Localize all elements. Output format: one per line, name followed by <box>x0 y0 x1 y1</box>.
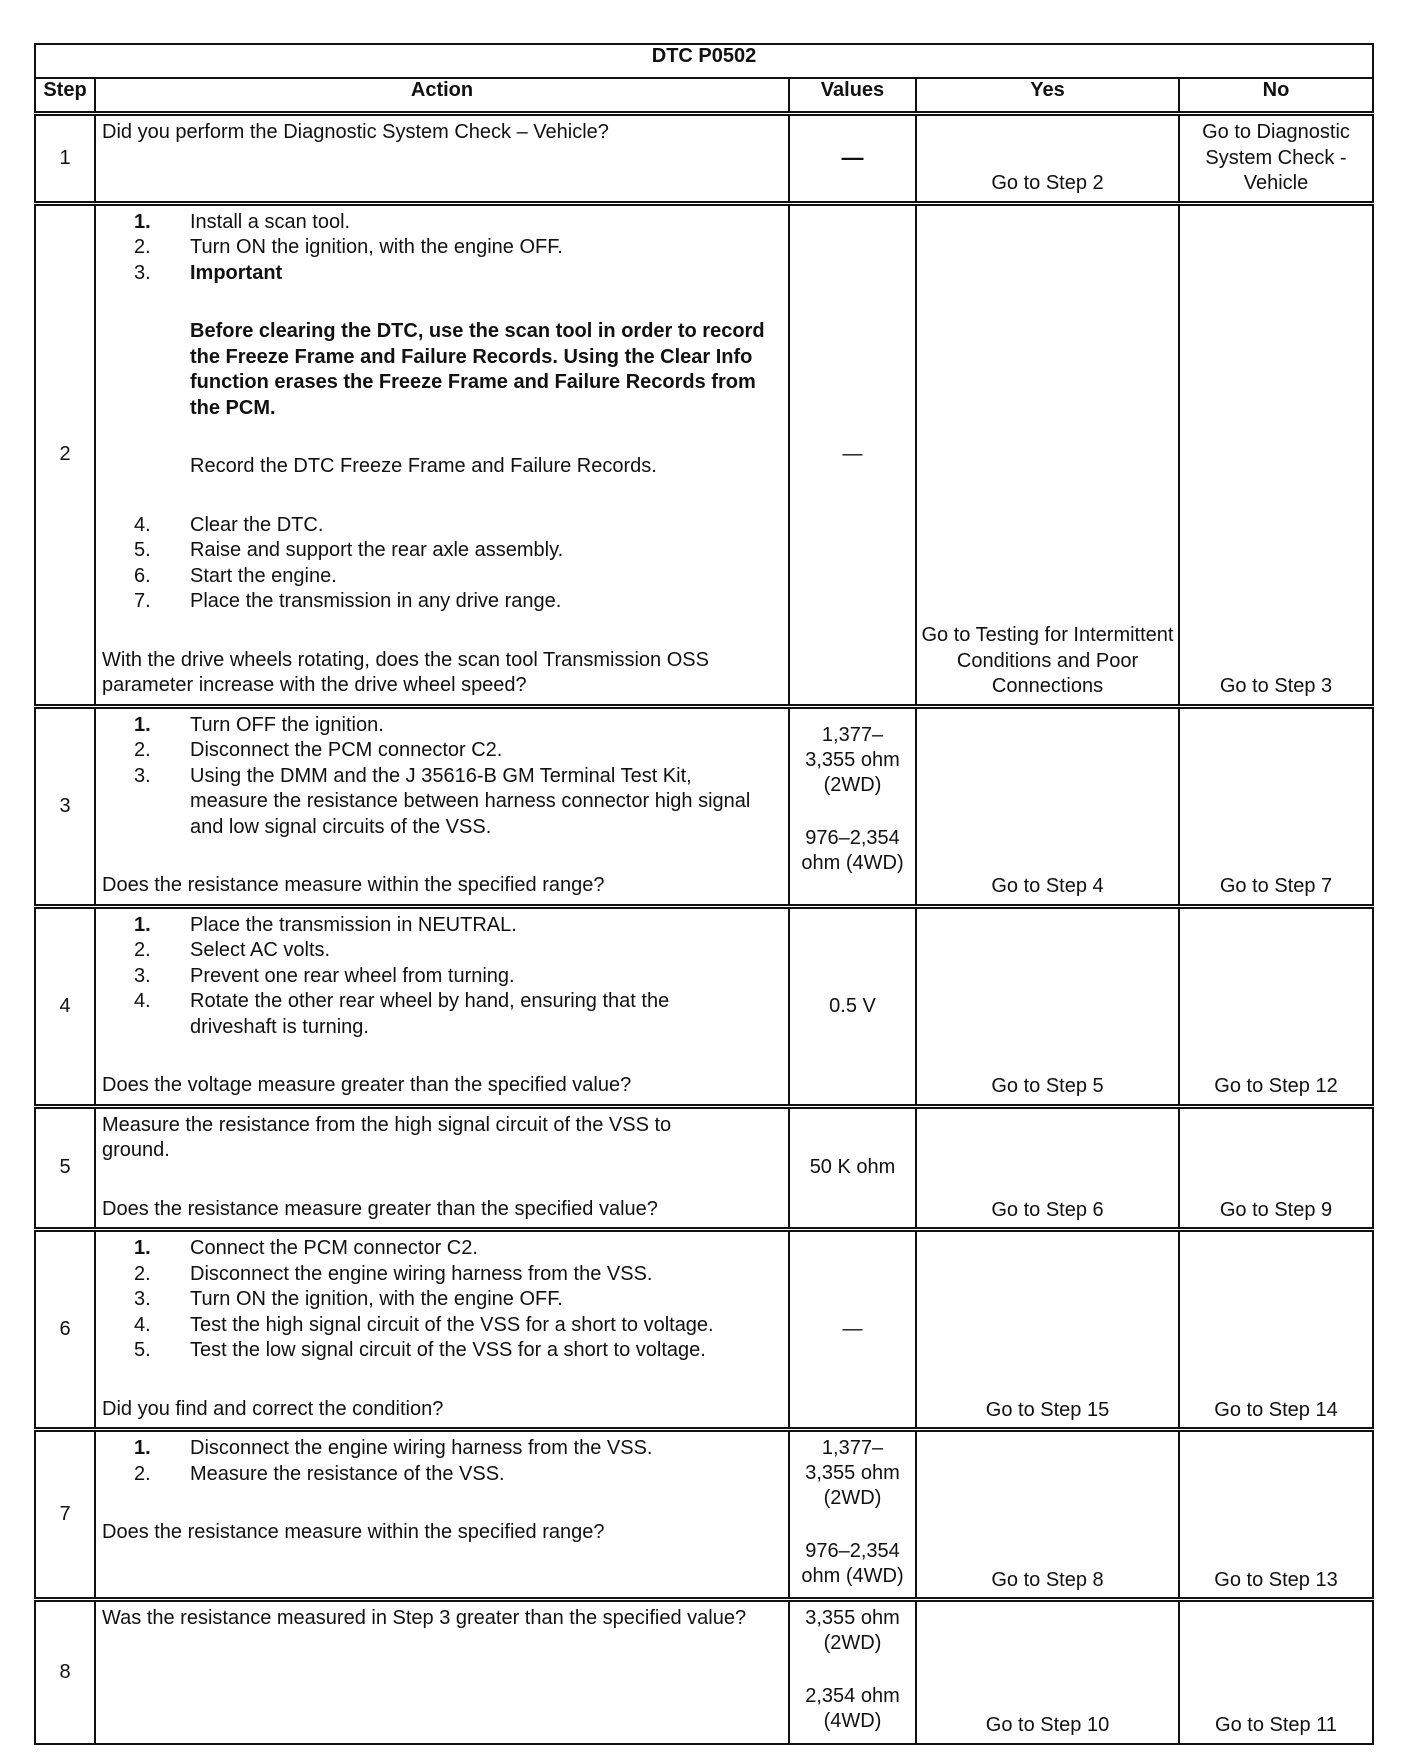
item-number: 5. <box>134 539 151 561</box>
important-note <box>102 319 782 421</box>
item-text: Turn ON the ignition, with the engine OFF. <box>190 1288 563 1310</box>
no-cell: Go to Step 12 <box>1179 906 1373 1106</box>
list-item <box>134 1436 782 1462</box>
list-item <box>134 1287 782 1313</box>
action-list <box>102 1236 782 1364</box>
item-number: 3. <box>134 964 151 987</box>
item-text: Raise and support the rear axle assembly. <box>190 539 564 561</box>
item-number: 3. <box>134 1288 151 1310</box>
item-number: 2. <box>134 1462 151 1485</box>
step-row-8 <box>35 1600 1373 1744</box>
step-number: 5 <box>35 1106 95 1230</box>
question-text: Does the resistance measure within the specified range? <box>102 1521 605 1543</box>
value-text: — <box>841 145 864 171</box>
no-cell: Go to Step 11 <box>1179 1600 1373 1744</box>
item-text: Using the DMM and the J 35616-B GM Terminal Test Kit, measure the resistance between harness connector high signal and low signal circuits of the VSS. <box>190 764 751 838</box>
item-text: Install a scan tool. <box>190 210 351 233</box>
item-number: 1. <box>134 913 151 936</box>
list-item <box>134 713 782 739</box>
record-note <box>102 454 782 480</box>
item-number: 4. <box>134 513 151 536</box>
header-row <box>35 78 1373 114</box>
header-action: Action <box>95 78 789 114</box>
header-yes: Yes <box>916 78 1179 114</box>
value-cell: 50 K ohm <box>789 1106 916 1230</box>
item-number: 4. <box>134 990 151 1012</box>
yes-cell: Go to Step 15 <box>916 1230 1179 1430</box>
item-number: 6. <box>134 564 151 587</box>
item-text: Prevent one rear wheel from turning. <box>190 964 515 987</box>
yes-cell: Go to Step 2 <box>916 114 1179 204</box>
action-cell <box>95 1230 789 1430</box>
step-row-4 <box>35 906 1373 1106</box>
no-cell: Go to Step 3 <box>1179 203 1373 706</box>
item-number: 2. <box>134 236 151 258</box>
item-text: Test the low signal circuit of the VSS for a short to voltage. <box>190 1339 706 1361</box>
step-row-3 <box>35 706 1373 906</box>
header-no: No <box>1179 78 1373 114</box>
value-cell <box>789 1430 916 1600</box>
list-item <box>134 738 782 764</box>
table-title: DTC P0502 <box>35 44 1373 78</box>
yes-cell: Go to Step 6 <box>916 1106 1179 1230</box>
list-item <box>134 1262 782 1288</box>
yes-cell: Go to Step 5 <box>916 906 1179 1106</box>
list-item <box>134 1462 782 1488</box>
action-cell <box>95 906 789 1106</box>
item-text: Disconnect the PCM connector C2. <box>190 739 503 761</box>
action-cell <box>95 203 789 706</box>
item-text: Select AC volts. <box>190 939 331 961</box>
list-item <box>134 989 782 1040</box>
step-row-1 <box>35 114 1373 204</box>
item-number: 4. <box>134 1313 151 1336</box>
no-cell: Go to Step 13 <box>1179 1430 1373 1600</box>
action-list <box>102 513 782 615</box>
value-2wd: 3,355 ohm (2WD) <box>805 1607 900 1654</box>
value-2wd: 1,377–3,355 ohm (2WD) <box>805 1437 900 1509</box>
list-item <box>134 210 782 236</box>
step-row-2 <box>35 203 1373 706</box>
item-number: 3. <box>134 261 151 284</box>
list-item <box>134 964 782 990</box>
step-number: 4 <box>35 906 95 1106</box>
question-text: Does the resistance measure greater than the specified value? <box>102 1197 658 1220</box>
item-number: 2. <box>134 739 151 761</box>
value-cell: — <box>789 1230 916 1430</box>
value-cell: — <box>789 203 916 706</box>
header-step: Step <box>35 78 95 114</box>
action-list <box>102 713 782 841</box>
step-row-5 <box>35 1106 1373 1230</box>
list-item <box>134 938 782 964</box>
item-text: Disconnect the engine wiring harness from the VSS. <box>190 1262 653 1285</box>
action-cell <box>95 1106 789 1230</box>
value-cell: 0.5 V <box>789 906 916 1106</box>
value-4wd: 976–2,354 ohm (4WD) <box>801 826 904 874</box>
list-item <box>134 1236 782 1262</box>
action-list <box>102 1436 782 1487</box>
value-cell <box>789 706 916 906</box>
step-number: 7 <box>35 1430 95 1600</box>
step-row-6 <box>35 1230 1373 1430</box>
item-text: Turn ON the ignition, with the engine OFF. <box>190 236 563 258</box>
item-number: 2. <box>134 939 151 961</box>
no-cell: Go to Step 14 <box>1179 1230 1373 1430</box>
item-text: Place the transmission in NEUTRAL. <box>190 913 517 936</box>
item-text: Clear the DTC. <box>190 513 324 536</box>
item-text: Place the transmission in any drive range. <box>190 590 562 612</box>
title-row <box>35 44 1373 78</box>
question-text: Did you perform the Diagnostic System Check – Vehicle? <box>102 121 609 143</box>
item-number: 3. <box>134 764 151 787</box>
item-text: Measure the resistance of the VSS. <box>190 1462 505 1485</box>
question-text: Was the resistance measured in Step 3 greater than the specified value? <box>102 1607 747 1629</box>
action-cell <box>95 114 789 204</box>
question-text: With the drive wheels rotating, does the scan tool Transmission OSS parameter increase with the drive wheel speed? <box>102 648 709 696</box>
action-cell <box>95 706 789 906</box>
list-item <box>134 913 782 939</box>
intro-text: Measure the resistance from the high signal circuit of the VSS to ground. <box>102 1113 672 1161</box>
list-item <box>134 1313 782 1339</box>
list-item <box>134 538 782 564</box>
item-text: Turn OFF the ignition. <box>190 713 384 736</box>
no-cell: Go to Step 7 <box>1179 706 1373 906</box>
question-text: Does the voltage measure greater than the specified value? <box>102 1074 632 1096</box>
value-4wd: 2,354 ohm (4WD) <box>805 1685 900 1732</box>
yes-cell: Go to Step 4 <box>916 706 1179 906</box>
important-label: Important <box>190 261 283 284</box>
item-number: 5. <box>134 1339 151 1361</box>
step-number: 6 <box>35 1230 95 1430</box>
item-text: Start the engine. <box>190 564 337 587</box>
yes-cell: Go to Step 8 <box>916 1430 1179 1600</box>
list-item <box>134 1338 782 1364</box>
action-cell <box>95 1430 789 1600</box>
list-item <box>134 261 782 287</box>
no-cell: Go to Diagnostic System Check - Vehicle <box>1179 114 1373 204</box>
no-cell: Go to Step 9 <box>1179 1106 1373 1230</box>
value-2wd: 1,377–3,355 ohm (2WD) <box>805 723 900 796</box>
list-item <box>134 589 782 615</box>
yes-cell: Go to Testing for Intermittent Conditions and Poor Connections <box>916 203 1179 706</box>
item-text: Connect the PCM connector C2. <box>190 1237 478 1259</box>
item-number: 1. <box>134 210 151 233</box>
dtc-table <box>34 43 1374 1745</box>
record-text: Record the DTC Freeze Frame and Failure Records. <box>190 455 657 477</box>
list-item <box>134 564 782 590</box>
question-text: Does the resistance measure within the specified range? <box>102 874 605 896</box>
action-list <box>102 210 782 287</box>
step-number: 1 <box>35 114 95 204</box>
list-item <box>134 764 782 841</box>
step-number: 3 <box>35 706 95 906</box>
item-number: 1. <box>134 713 151 736</box>
step-number: 8 <box>35 1600 95 1744</box>
important-text: Before clearing the DTC, use the scan tool in order to record the Freeze Frame and Failure Records. Using the Clear Info function erases the Freeze Frame and Failure Records from the PCM. <box>190 320 765 419</box>
step-row-7 <box>35 1430 1373 1600</box>
item-number: 1. <box>134 1237 151 1259</box>
list-item <box>134 235 782 261</box>
action-list <box>102 913 782 1041</box>
item-text: Disconnect the engine wiring harness from the VSS. <box>190 1437 653 1459</box>
value-cell <box>789 114 916 204</box>
item-text: Rotate the other rear wheel by hand, ensuring that the driveshaft is turning. <box>190 990 670 1038</box>
value-4wd: 976–2,354 ohm (4WD) <box>801 1540 904 1587</box>
item-text: Test the high signal circuit of the VSS for a short to voltage. <box>190 1313 714 1336</box>
item-number: 2. <box>134 1262 151 1285</box>
yes-cell: Go to Step 10 <box>916 1600 1179 1744</box>
value-cell <box>789 1600 916 1744</box>
question-text: Did you find and correct the condition? <box>102 1397 444 1420</box>
item-number: 7. <box>134 590 151 612</box>
header-values: Values <box>789 78 916 114</box>
step-number: 2 <box>35 203 95 706</box>
item-number: 1. <box>134 1437 151 1459</box>
action-cell <box>95 1600 789 1744</box>
list-item <box>134 513 782 539</box>
